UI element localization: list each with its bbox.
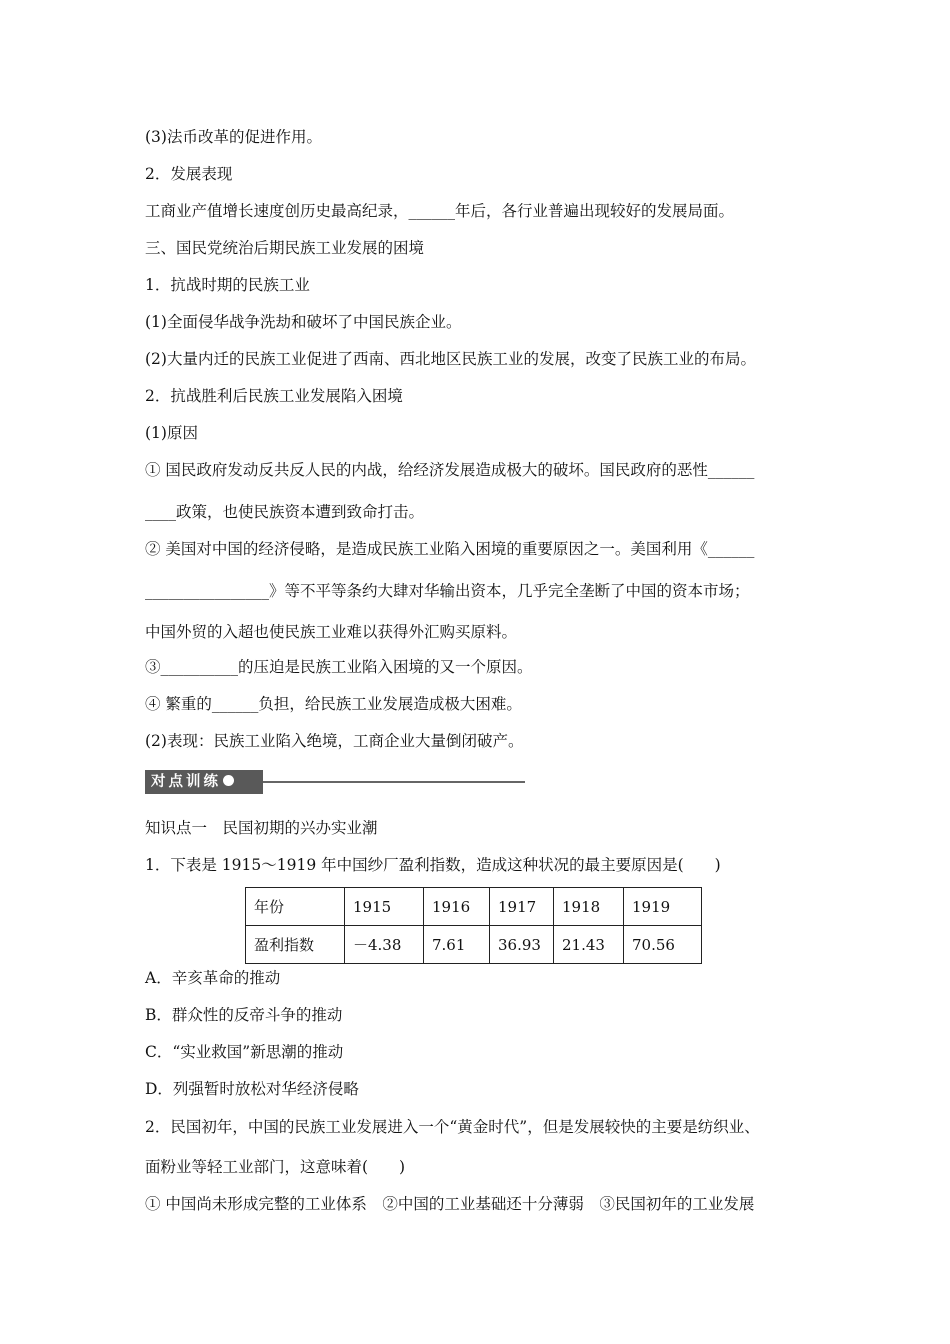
table-row (246, 926, 702, 964)
question-2-items: ① 中国尚未形成完整的工业体系 ②中国的工业基础还十分薄弱 ③民国初年的工业发展 (145, 1195, 755, 1213)
table-cell: 1917 (490, 888, 554, 926)
line-16: (2)表现：民族工业陷入绝境，工商企业大量倒闭破产。 (145, 732, 524, 750)
line-7: 2．抗战胜利后民族工业发展陷入困境 (145, 387, 403, 405)
table-cell: 1919 (624, 888, 702, 926)
option-b: B．群众性的反帝斗争的推动 (145, 1006, 343, 1024)
line-10: ____政策，也使民族资本遭到致命打击。 (145, 503, 425, 521)
table-cell: 36.93 (490, 926, 554, 964)
table-cell: 21.43 (554, 926, 624, 964)
line-0: (3)法币改革的促进作用。 (145, 128, 322, 146)
table-cell: 1915 (345, 888, 424, 926)
line-8: (1)原因 (145, 424, 198, 442)
knowledge-point-heading: 知识点一 民国初期的兴办实业潮 (145, 819, 378, 837)
table-cell: －4.38 (345, 926, 424, 964)
line-5: (1)全面侵华战争洗劫和破坏了中国民族企业。 (145, 313, 462, 331)
table-row (246, 888, 702, 926)
table-cell: 1916 (424, 888, 490, 926)
bullet-dot-icon (223, 775, 234, 786)
line-4: 1．抗战时期的民族工业 (145, 276, 310, 294)
line-12: ________________》等不平等条约大肆对华输出资本，几乎完全垄断了中国的资本市场； (145, 582, 750, 600)
line-14: ③__________的压迫是民族工业陷入困境的又一个原因。 (145, 658, 533, 676)
line-11: ② 美国对中国的经济侵略，是造成民族工业陷入困境的重要原因之一。美国利用《______ (145, 540, 755, 558)
table-cell: 1918 (554, 888, 624, 926)
line-9: ① 国民政府发动反共反人民的内战，给经济发展造成极大的破坏。国民政府的恶性______ (145, 461, 755, 479)
line-1: 2．发展表现 (145, 165, 233, 183)
question-2-stem-line-2: 面粉业等轻工业部门，这意味着( ) (145, 1158, 406, 1176)
option-c: C．“实业救国”新思潮的推动 (145, 1043, 344, 1061)
table-cell: 盈利指数 (246, 926, 345, 964)
option-a: A．辛亥革命的推动 (145, 969, 281, 987)
question-2-stem-line-1: 2．民国初年，中国的民族工业发展进入一个“黄金时代”，但是发展较快的主要是纺织业、 (145, 1118, 760, 1136)
line-2: 工商业产值增长速度创历史最高纪录，______年后，各行业普遍出现较好的发展局面。 (145, 202, 735, 220)
line-13: 中国外贸的入超也使民族工业难以获得外汇购买原料。 (145, 623, 518, 641)
section-heading-3: 三、国民党统治后期民族工业发展的困境 (145, 239, 425, 257)
table-cell: 年份 (246, 888, 345, 926)
banner-rule (257, 781, 525, 783)
option-d: D．列强暂时放松对华经济侵略 (145, 1080, 359, 1098)
table-cell: 7.61 (424, 926, 490, 964)
profit-index-table (245, 887, 702, 964)
table-cell: 70.56 (624, 926, 702, 964)
line-15: ④ 繁重的______负担，给民族工业发展造成极大困难。 (145, 695, 522, 713)
banner-label-box (145, 770, 263, 794)
line-6: (2)大量内迁的民族工业促进了西南、西北地区民族工业的发展，改变了民族工业的布局。 (145, 350, 756, 368)
question-1-stem: 1．下表是 1915～1919 年中国纱厂盈利指数，造成这种状况的最主要原因是( ) (145, 856, 721, 874)
banner-label: 对点训练 (151, 774, 221, 790)
practice-banner (145, 770, 525, 796)
